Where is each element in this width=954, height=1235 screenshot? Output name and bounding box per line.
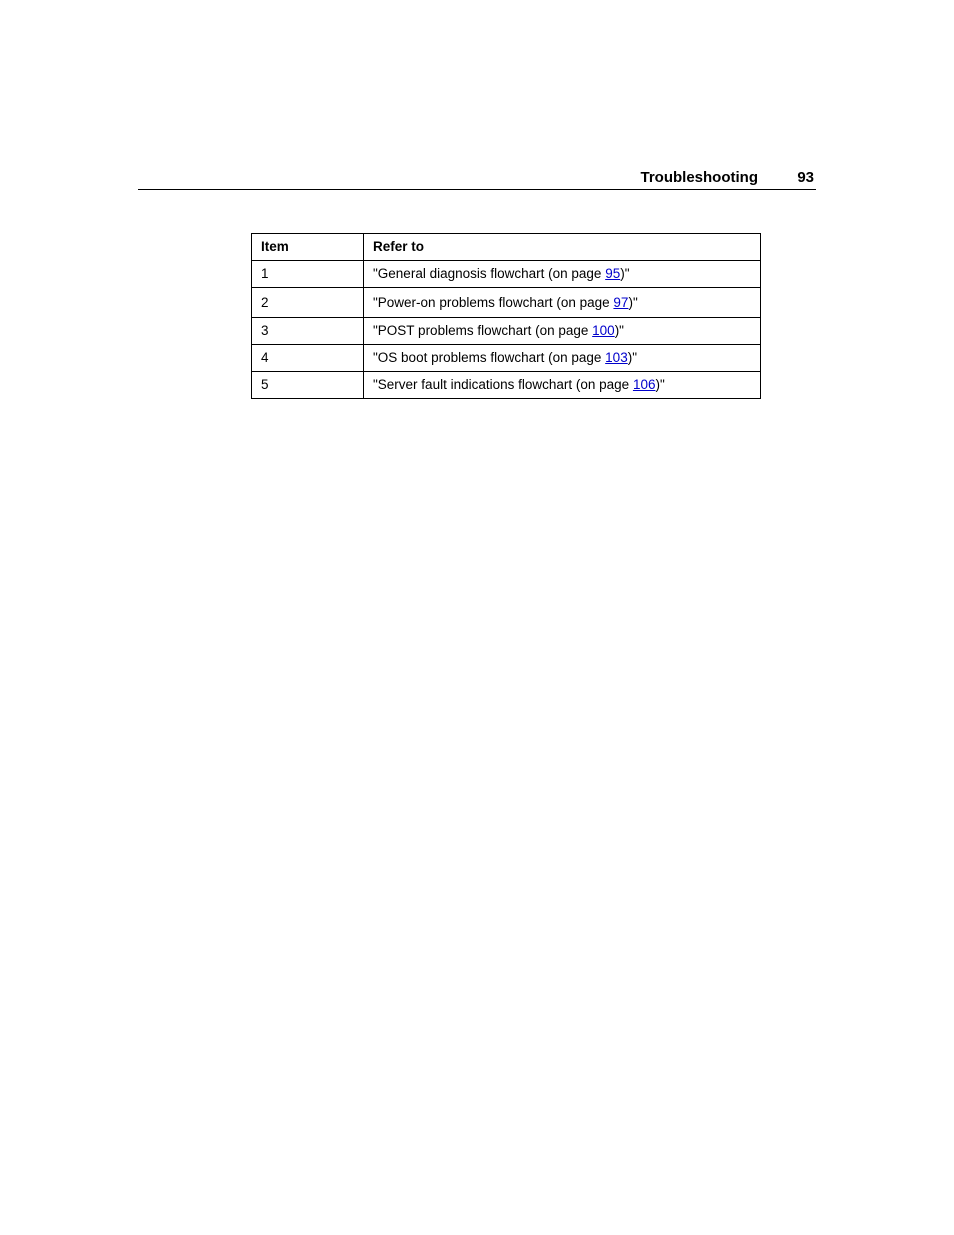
reference-suffix: )" xyxy=(614,323,624,338)
reference-suffix: )" xyxy=(655,377,665,392)
item-number: 2 xyxy=(252,288,364,318)
table-row xyxy=(252,345,761,372)
reference-cell xyxy=(364,288,761,318)
page-header xyxy=(138,167,816,190)
page-number: 93 xyxy=(797,169,814,186)
item-number: 5 xyxy=(252,372,364,399)
table-row xyxy=(252,372,761,399)
item-number: 4 xyxy=(252,345,364,372)
table-row xyxy=(252,261,761,288)
reference-cell xyxy=(364,345,761,372)
item-number: 1 xyxy=(252,261,364,288)
section-title: Troubleshooting xyxy=(640,169,758,186)
page-link[interactable]: 100 xyxy=(592,323,615,338)
column-header-refer-to: Refer to xyxy=(364,234,761,261)
page-link[interactable]: 95 xyxy=(605,266,621,281)
column-header-item: Item xyxy=(252,234,364,261)
page-link[interactable]: 103 xyxy=(605,350,628,365)
reference-suffix: )" xyxy=(628,294,638,310)
reference-text: "Power-on problems flowchart (on page xyxy=(373,294,614,310)
reference-suffix: )" xyxy=(627,350,637,365)
reference-text: "General diagnosis flowchart (on page xyxy=(373,266,606,281)
table-header-row xyxy=(252,234,761,261)
reference-cell xyxy=(364,372,761,399)
reference-cell xyxy=(364,261,761,288)
table-row xyxy=(252,318,761,345)
reference-text: "Server fault indications flowchart (on page xyxy=(373,377,633,392)
page-link[interactable]: 106 xyxy=(632,377,656,392)
reference-suffix: )" xyxy=(620,266,630,281)
item-number: 3 xyxy=(252,318,364,345)
table-row xyxy=(252,288,761,318)
reference-text: "OS boot problems flowchart (on page xyxy=(373,350,606,365)
reference-cell xyxy=(364,318,761,345)
reference-text: "POST problems flowchart (on page xyxy=(373,323,593,338)
reference-table xyxy=(251,233,761,399)
page-link[interactable]: 97 xyxy=(613,294,629,310)
